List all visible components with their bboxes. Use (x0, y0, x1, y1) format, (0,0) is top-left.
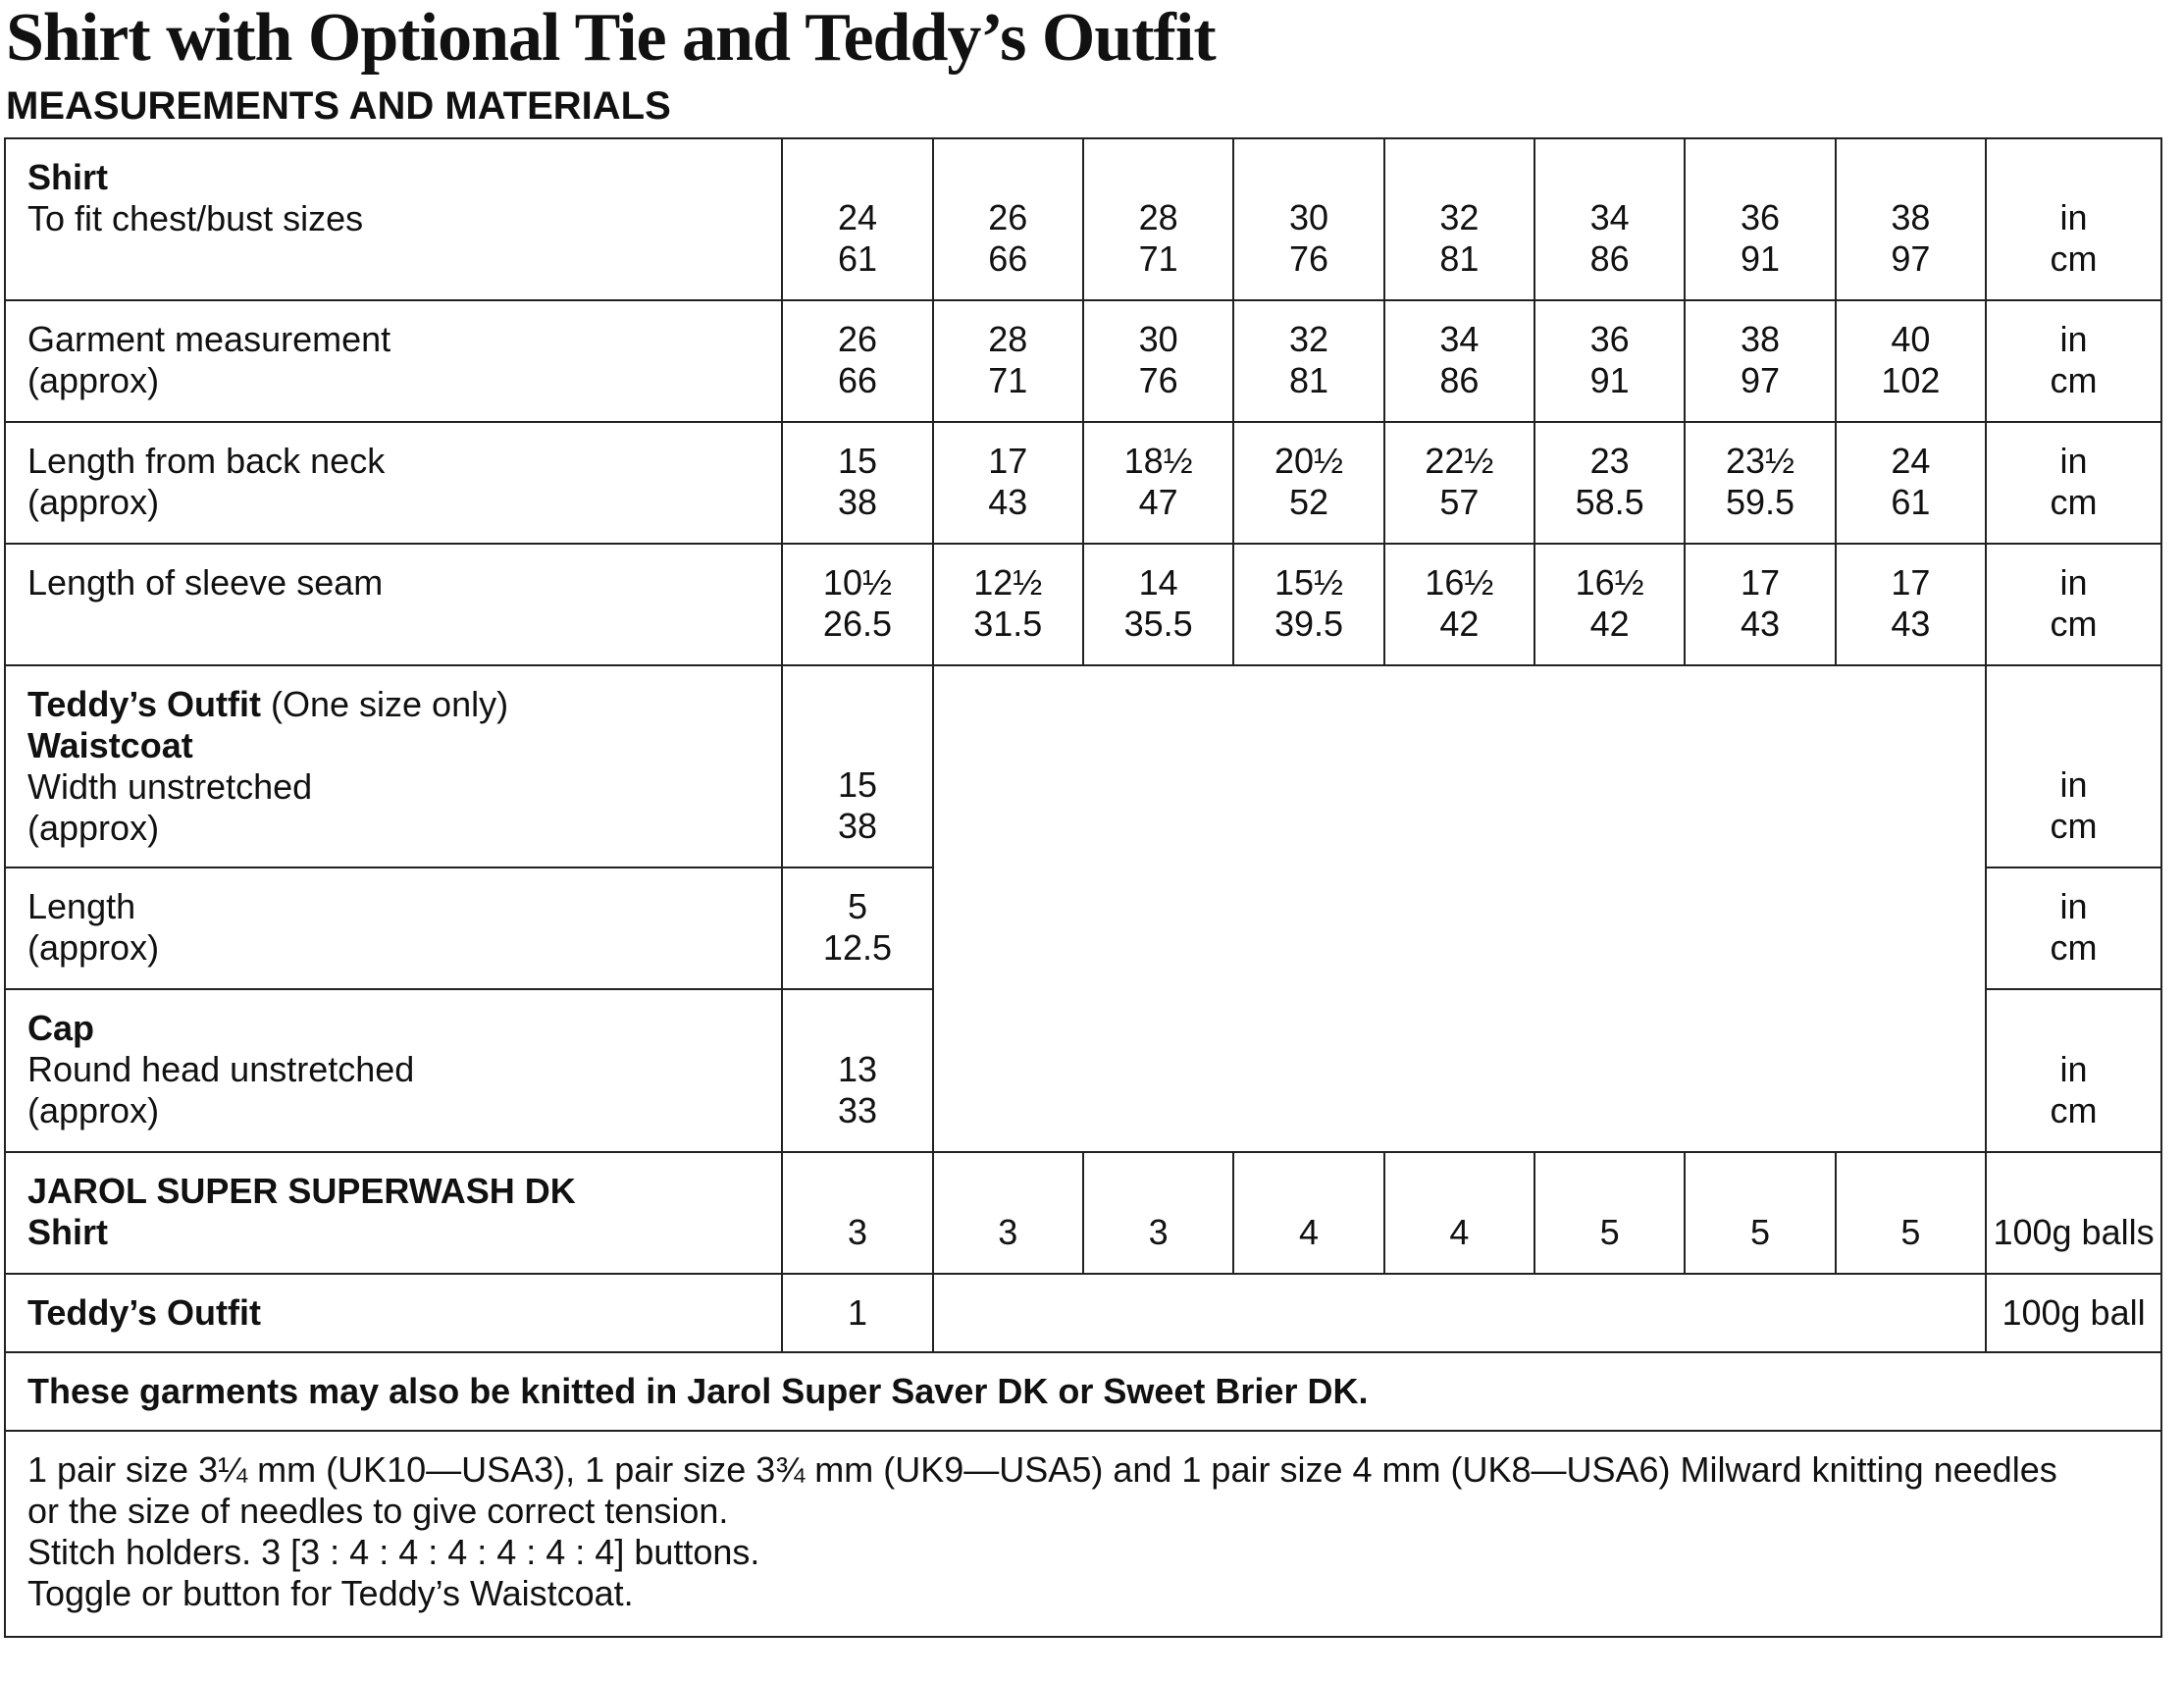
value-in: 18½ (1123, 441, 1193, 481)
value-in: 15½ (1274, 562, 1344, 603)
label-text: Round head unstretched (27, 1049, 415, 1089)
heading-note: (One size only) (261, 684, 509, 724)
size-cell (1384, 544, 1534, 665)
size-cell (1685, 544, 1835, 665)
size-cell (933, 300, 1083, 422)
unit-in: in (2059, 562, 2088, 603)
value-in: 24 (837, 197, 877, 237)
row-label (5, 422, 782, 544)
value-cm: 59.5 (1725, 482, 1795, 522)
materials-list (5, 1431, 2161, 1637)
value-in: 16½ (1575, 562, 1644, 603)
value-cm: 58.5 (1575, 482, 1644, 522)
value-cm: 39.5 (1274, 604, 1344, 644)
value-cm: 81 (1288, 360, 1329, 400)
label-text: Length of sleeve seam (27, 562, 384, 603)
balls-cell (1233, 1152, 1383, 1274)
unit-cell (1986, 989, 2161, 1152)
row-label (5, 544, 782, 665)
value-in: 16½ (1425, 562, 1494, 603)
value-cm: 61 (837, 238, 877, 279)
section-heading: Shirt (27, 157, 109, 197)
size-cell (1384, 422, 1534, 544)
size-cell (1083, 422, 1233, 544)
value-in: 24 (1891, 441, 1931, 481)
row-sleeve-seam (5, 544, 2161, 665)
value-cm: 86 (1439, 360, 1480, 400)
value-in: 12½ (973, 562, 1043, 603)
size-cell (782, 422, 932, 544)
balls-value: 4 (1449, 1212, 1470, 1252)
row-label (5, 989, 782, 1152)
value-in: 5 (847, 886, 867, 926)
balls-value: 1 (847, 1292, 867, 1333)
unit-balls: 100g balls (1993, 1212, 2155, 1252)
value-cm: 47 (1138, 482, 1178, 522)
row-label (5, 665, 782, 867)
value-in: 34 (1589, 197, 1630, 237)
unit-cell (1986, 422, 2161, 544)
row-chest-sizes (5, 138, 2161, 300)
value-in: 30 (1288, 197, 1329, 237)
value-in: 14 (1138, 562, 1178, 603)
label-note: (approx) (27, 1090, 160, 1130)
size-cell (1534, 138, 1685, 300)
value-cm: 97 (1741, 360, 1781, 400)
size-cell (1836, 544, 1986, 665)
label-note: (approx) (27, 360, 160, 400)
unit-cm: cm (2050, 604, 2098, 644)
label-text: Width unstretched (27, 766, 313, 807)
value-in: 38 (1741, 319, 1781, 359)
value-cm: 43 (988, 482, 1028, 522)
section-heading: Shirt (27, 1212, 109, 1252)
blank-area (933, 1274, 1986, 1352)
unit-in: in (2059, 319, 2088, 359)
unit-cm: cm (2050, 482, 2098, 522)
balls-value: 3 (847, 1212, 867, 1252)
size-cell (1384, 300, 1534, 422)
value-in: 10½ (822, 562, 892, 603)
value-in: 26 (988, 197, 1028, 237)
unit-in: in (2059, 197, 2088, 237)
balls-cell (1685, 1152, 1835, 1274)
value-cm: 43 (1891, 604, 1931, 644)
size-cell (1233, 300, 1383, 422)
unit-cm: cm (2050, 1090, 2098, 1130)
value-cm: 102 (1881, 360, 1941, 400)
value-in: 32 (1288, 319, 1329, 359)
unit-cell (1986, 544, 2161, 665)
row-materials (5, 1431, 2161, 1637)
row-waistcoat-width (5, 665, 2161, 867)
size-cell (1384, 138, 1534, 300)
size-cell (1233, 544, 1383, 665)
size-cell (933, 138, 1083, 300)
value-in: 28 (988, 319, 1028, 359)
size-cell (1083, 138, 1233, 300)
label-text: Garment measurement (27, 319, 391, 359)
balls-value: 5 (1750, 1212, 1771, 1252)
size-cell (1083, 544, 1233, 665)
size-cell (782, 544, 932, 665)
value-in: 32 (1439, 197, 1480, 237)
value-cm: 86 (1589, 238, 1630, 279)
value-in: 28 (1138, 197, 1178, 237)
materials-line: 1 pair size 3¼ mm (UK10—USA3), 1 pair size 3¾ mm (UK9—USA5) and 1 pair size 4 mm (UK8—USA6) Milward knitting needles (27, 1449, 2057, 1490)
value-cm: 35.5 (1123, 604, 1193, 644)
size-cell (782, 867, 932, 989)
balls-value: 5 (1900, 1212, 1921, 1252)
unit-cm: cm (2050, 238, 2098, 279)
value-cm: 12.5 (822, 927, 892, 968)
balls-cell (782, 1274, 932, 1352)
size-cell (933, 544, 1083, 665)
value-in: 15 (837, 764, 877, 805)
value-cm: 52 (1288, 482, 1329, 522)
value-cm: 66 (837, 360, 877, 400)
balls-cell (1836, 1152, 1986, 1274)
value-in: 17 (1891, 562, 1931, 603)
unit-in: in (2059, 764, 2088, 805)
alternative-yarn-note: These garments may also be knitted in Jarol Super Saver DK or Sweet Brier DK. (5, 1352, 2161, 1431)
size-cell (782, 989, 932, 1152)
size-cell (1836, 300, 1986, 422)
row-label (5, 867, 782, 989)
unit-cm: cm (2050, 927, 2098, 968)
row-length-back-neck (5, 422, 2161, 544)
value-cm: 31.5 (973, 604, 1043, 644)
section-heading: Teddy’s Outfit (27, 684, 261, 724)
row-garment-measurement (5, 300, 2161, 422)
value-in: 30 (1138, 319, 1178, 359)
value-cm: 66 (988, 238, 1028, 279)
size-cell (1233, 138, 1383, 300)
value-in: 40 (1891, 319, 1931, 359)
unit-in: in (2059, 886, 2088, 926)
unit-cell (1986, 138, 2161, 300)
value-cm: 26.5 (822, 604, 892, 644)
materials-line: Toggle or button for Teddy’s Waistcoat. (27, 1573, 634, 1613)
value-cm: 76 (1138, 360, 1178, 400)
size-cell (1534, 422, 1685, 544)
unit-cm: cm (2050, 806, 2098, 846)
measurements-table (4, 137, 2162, 1638)
label-text: Length from back neck (27, 441, 386, 481)
row-label (5, 300, 782, 422)
value-cm: 71 (1138, 238, 1178, 279)
page-title: Shirt with Optional Tie and Teddy’s Outfit (6, 0, 1216, 76)
value-cm: 42 (1439, 604, 1480, 644)
value-in: 17 (1741, 562, 1781, 603)
balls-cell (782, 1152, 932, 1274)
size-cell (1534, 300, 1685, 422)
value-cm: 91 (1741, 238, 1781, 279)
label-note: (approx) (27, 808, 160, 848)
unit-in: in (2059, 441, 2088, 481)
balls-value: 4 (1298, 1212, 1320, 1252)
size-cell (1233, 422, 1383, 544)
value-cm: 61 (1891, 482, 1931, 522)
size-cell (1836, 422, 1986, 544)
unit-in: in (2059, 1049, 2088, 1089)
size-cell (1685, 422, 1835, 544)
size-cell (782, 138, 932, 300)
value-in: 20½ (1274, 441, 1344, 481)
page-subtitle: MEASUREMENTS AND MATERIALS (6, 84, 671, 128)
unit-cell (1986, 867, 2161, 989)
yarn-heading: JAROL SUPER SUPERWASH DK (27, 1171, 576, 1211)
row-label (5, 1152, 782, 1274)
row-note (5, 1352, 2161, 1431)
size-cell (1685, 138, 1835, 300)
materials-line: Stitch holders. 3 [3 : 4 : 4 : 4 : 4 : 4 : 4] buttons. (27, 1532, 760, 1572)
value-in: 36 (1741, 197, 1781, 237)
value-cm: 57 (1439, 482, 1480, 522)
size-cell (1836, 138, 1986, 300)
unit-cell (1986, 665, 2161, 867)
value-in: 36 (1589, 319, 1630, 359)
value-cm: 97 (1891, 238, 1931, 279)
unit-cell (1986, 1274, 2161, 1352)
size-cell (782, 665, 932, 867)
size-cell (1083, 300, 1233, 422)
section-heading: Teddy’s Outfit (27, 1292, 261, 1333)
unit-balls: 100g ball (2002, 1292, 2146, 1333)
row-label (5, 1274, 782, 1352)
value-cm: 33 (837, 1090, 877, 1130)
value-in: 13 (837, 1049, 877, 1089)
sub-heading: Waistcoat (27, 725, 193, 765)
balls-cell (933, 1152, 1083, 1274)
value-in: 26 (837, 319, 877, 359)
value-cm: 38 (837, 806, 877, 846)
value-in: 22½ (1425, 441, 1494, 481)
row-yarn-shirt (5, 1152, 2161, 1274)
balls-value: 5 (1599, 1212, 1620, 1252)
unit-cm: cm (2050, 360, 2098, 400)
value-cm: 71 (988, 360, 1028, 400)
section-heading: Cap (27, 1008, 95, 1048)
value-cm: 76 (1288, 238, 1329, 279)
label-text: To fit chest/bust sizes (27, 198, 364, 238)
value-in: 23 (1589, 441, 1630, 481)
value-in: 15 (837, 441, 877, 481)
blank-area (933, 665, 1986, 1152)
balls-cell (1534, 1152, 1685, 1274)
balls-value: 3 (998, 1212, 1018, 1252)
value-cm: 43 (1741, 604, 1781, 644)
materials-line: or the size of needles to give correct tension. (27, 1491, 729, 1531)
label-text: Length (27, 886, 136, 926)
row-label (5, 138, 782, 300)
value-in: 38 (1891, 197, 1931, 237)
size-cell (782, 300, 932, 422)
value-cm: 42 (1589, 604, 1630, 644)
value-in: 17 (988, 441, 1028, 481)
value-cm: 81 (1439, 238, 1480, 279)
row-yarn-teddy (5, 1274, 2161, 1352)
label-note: (approx) (27, 927, 160, 968)
size-cell (1534, 544, 1685, 665)
value-in: 23½ (1725, 441, 1795, 481)
balls-value: 3 (1148, 1212, 1169, 1252)
balls-cell (1083, 1152, 1233, 1274)
balls-cell (1384, 1152, 1534, 1274)
value-in: 34 (1439, 319, 1480, 359)
unit-cell (1986, 1152, 2161, 1274)
value-cm: 38 (837, 482, 877, 522)
value-cm: 91 (1589, 360, 1630, 400)
label-note: (approx) (27, 482, 160, 522)
unit-cell (1986, 300, 2161, 422)
size-cell (933, 422, 1083, 544)
size-cell (1685, 300, 1835, 422)
